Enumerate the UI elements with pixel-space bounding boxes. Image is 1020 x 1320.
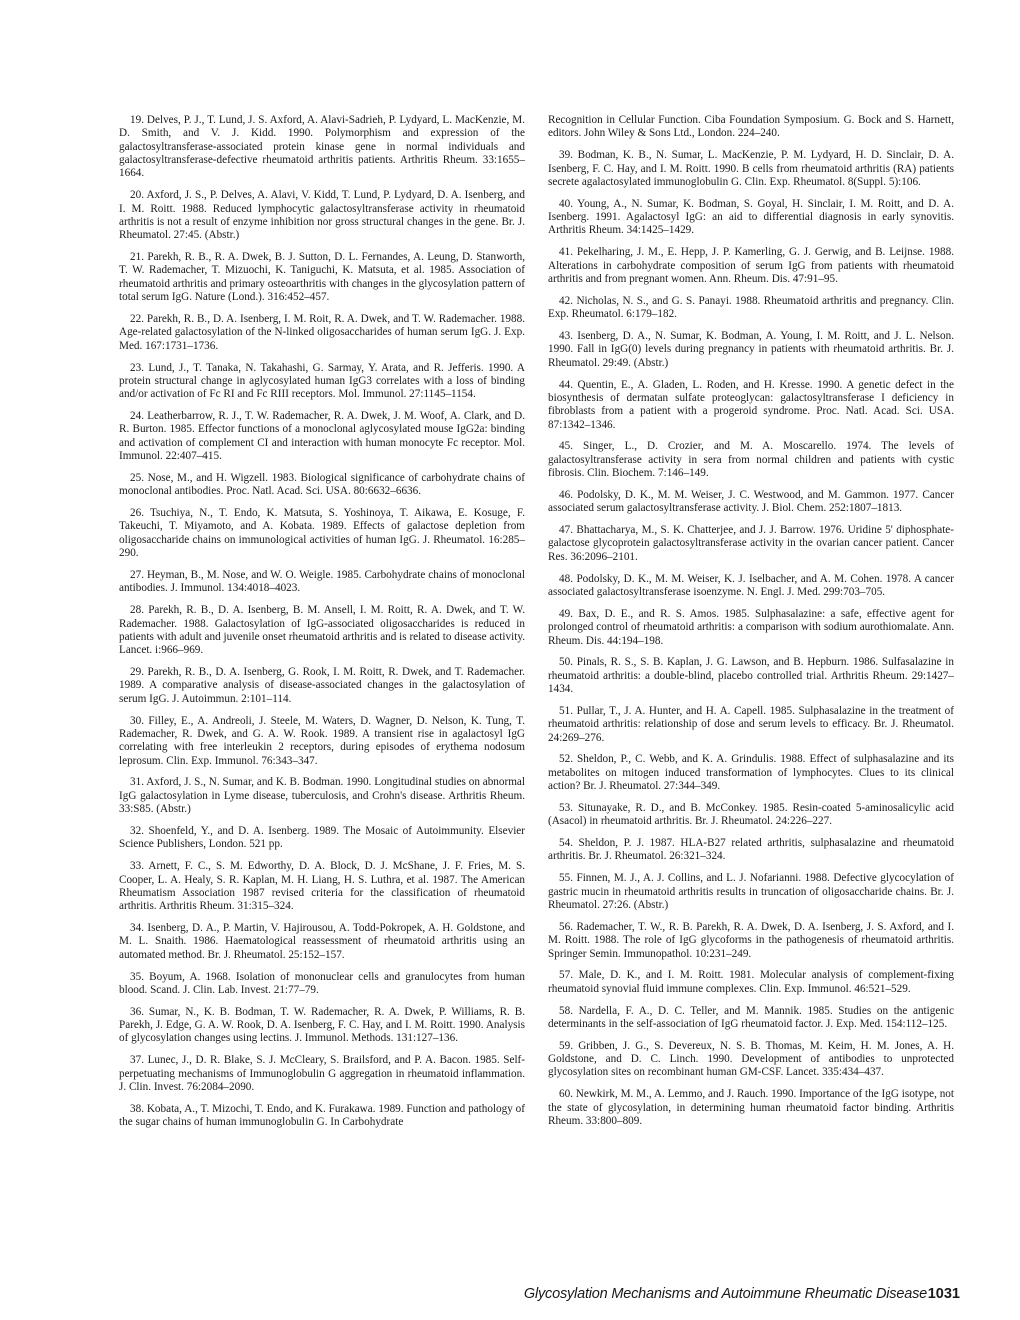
reference-46: 46. Podolsky, D. K., M. M. Weiser, J. C. Westwood, and M. Gammon. 1977. Cancer associated serum galactosyltransferase activity. J. Biol. Chem. 252:1807–1813. [548,488,954,515]
reference-51: 51. Pullar, T., J. A. Hunter, and H. A. Capell. 1985. Sulphasalazine in the treatment of rheumatoid arthritis: relationship of dose and serum levels to efficacy. Br. J. Rheumatol. 24:269–276. [548,704,954,744]
reference-21: 21. Parekh, R. B., R. A. Dwek, B. J. Sutton, D. L. Fernandes, A. Leung, D. Stanworth, T. W. Rademacher, T. Mizuochi, K. Taniguchi, K. Matsuta, et al. 1985. Association of rheumatoid arthritis and primary osteoarthritis with changes in the glycosylation pattern of total serum IgG. Nature (Lond.). 316:452–457. [119,251,525,304]
reference-44: 44. Quentin, E., A. Gladen, L. Roden, and H. Kresse. 1990. A genetic defect in the biosynthesis of dermatan sulfate proteoglycan: galactosyltransferase I deficiency in fibroblasts from a patient with a progeroid syndrome. Proc. Natl. Acad. Sci. USA. 87:1342–1346. [548,378,954,431]
reference-52: 52. Sheldon, P., C. Webb, and K. A. Grindulis. 1988. Effect of sulphasalazine and its metabolites on mitogen induced transformation of lymphocytes. Clues to its clinical action? Br. J. Rheumatol. 27:344–349. [548,753,954,793]
reference-27: 27. Heyman, B., M. Nose, and W. O. Weigle. 1985. Carbohydrate chains of monoclonal antibodies. J. Immunol. 134:4018–4023. [119,568,525,595]
reference-35: 35. Boyum, A. 1968. Isolation of mononuclear cells and granulocytes from human blood. Scand. J. Clin. Lab. Invest. 21:77–79. [119,970,525,996]
reference-31: 31. Axford, J. S., N. Sumar, and K. B. Bodman. 1990. Longitudinal studies on abnormal IgG galactosylation in Lyme disease, tuberculosis, and Crohn's disease. Arthritis Rheum. 33:S85. (Abstr.) [119,776,525,816]
reference-58: 58. Nardella, F. A., D. C. Teller, and M. Mannik. 1985. Studies on the antigenic determinants in the self-association of IgG rheumatoid factor. J. Exp. Med. 154:112–125. [548,1004,954,1030]
reference-55: 55. Finnen, M. J., A. J. Collins, and L. J. Nofarianni. 1988. Defective glycocylation of gastric mucin in rheumatoid arthritis results in truncation of oligosaccharide chains. Br. J. Rheumatol. 27:26. (Abstr.) [548,872,954,911]
reference-25: 25. Nose, M., and H. Wigzell. 1983. Biological significance of carbohydrate chains of monoclonal antibodies. Proc. Natl. Acad. Sci. USA. 80:6632–6636. [119,471,525,498]
reference-36: 36. Sumar, N., K. B. Bodman, T. W. Rademacher, R. A. Dwek, P. Williams, R. B. Parekh, J. Edge, G. A. W. Rook, D. A. Isenberg, F. C. Hay, and I. M. Roitt. 1990. Analysis of glycosylation changes using lectins. J. Immunol. Methods. 131:127–136. [119,1005,525,1045]
reference-45: 45. Singer, L., D. Crozier, and M. A. Moscarello. 1974. The levels of galactosyltransferase activity in sera from normal children and patients with cystic fibrosis. Clin. Biochem. 7:146–149. [548,440,954,480]
reference-41: 41. Pekelharing, J. M., E. Hepp, J. P. Kamerling, G. J. Gerwig, and B. Leijnse. 1988. Alterations in carbohydrate composition of serum IgG from patients with rheumatoid arthritis and from pregnant women. Ann. Rheum. Dis. 47:91–95. [548,246,954,285]
reference-54: 54. Sheldon, P. J. 1987. HLA-B27 related arthritis, sulphasalazine and rheumatoid arthritis. Br. J. Rheumatol. 26:321–324. [548,837,954,863]
reference-43: 43. Isenberg, D. A., N. Sumar, K. Bodman, A. Young, I. M. Roitt, and J. L. Nelson. 1990. Fall in IgG(0) levels during pregnancy in patients with rheumatoid arthritis. Br. J. Rheumatol. 29:49. (Abstr.) [548,329,954,369]
reference-42: 42. Nicholas, N. S., and G. S. Panayi. 1988. Rheumatoid arthritis and pregnancy. Clin. Exp. Rheumatol. 6:179–182. [548,294,954,321]
reference-37: 37. Lunec, J., D. R. Blake, S. J. McCleary, S. Brailsford, and P. A. Bacon. 1985. Self-perpetuating mechanisms of Immunoglobulin G aggregation in rheumatoid inflammation. J. Clin. Invest. 76:2084–2090. [119,1054,525,1093]
reference-38: 38. Kobata, A., T. Mizochi, T. Endo, and K. Furakawa. 1989. Function and pathology of the sugar chains of human immunoglobulin G. In Carbohydrate [119,1102,525,1129]
reference-60: 60. Newkirk, M. M., A. Lemmo, and J. Rauch. 1990. Importance of the IgG isotype, not the state of glycosylation, in determining human rheumatoid factor binding. Arthritis Rheum. 33:800–809. [548,1088,954,1127]
reference-50: 50. Pinals, R. S., S. B. Kaplan, J. G. Lawson, and B. Hepburn. 1986. Sulfasalazine in rheumatoid arthritis: a double-blind, placebo controlled trial. Arthritis Rheum. 29:1427–1434. [548,656,954,696]
reference-47: 47. Bhattacharya, M., S. K. Chatterjee, and J. J. Barrow. 1976. Uridine 5' diphosphate-galactose glycoprotein galactosyltransferase activity in the ovarian cancer patient. Cancer Res. 36:2096–2101. [548,524,954,563]
reference-20: 20. Axford, J. S., P. Delves, A. Alavi, V. Kidd, T. Lund, P. Lydyard, D. A. Isenberg, and I. M. Roitt. 1988. Reduced lymphocytic galactosyltransferase activity in rheumatoid arthritis is not a result of enzyme inhibition nor gross structural changes in the gene. Br. J. Rheumatol. 27:45. (Abstr.) [119,189,525,242]
reference-49: 49. Bax, D. E., and R. S. Amos. 1985. Sulphasalazine: a safe, effective agent for prolonged control of rheumatoid arthritis: a comparison with sodium aurothiomalate. Ann. Rheum. Dis. 44:194–198. [548,607,954,647]
reference-24: 24. Leatherbarrow, R. J., T. W. Rademacher, R. A. Dwek, J. M. Woof, A. Clark, and D. R. Burton. 1985. Effector functions of a monoclonal aglycosylated mouse IgG2a: binding and activation of complement CI and interaction with human monocyte Fc receptor. Mol. Immunol. 22:407–415. [119,410,525,463]
reference-48: 48. Podolsky, D. K., M. M. Weiser, K. J. Iselbacher, and A. M. Cohen. 1978. A cancer associated galactosyltransferase isoenzyme. N. Engl. J. Med. 299:703–705. [548,572,954,598]
page-number: 1031 [927,1286,960,1302]
reference-38-continued: Recognition in Cellular Function. Ciba Foundation Symposium. G. Bock and S. Harnett, editors. John Wiley & Sons Ltd., London. 224–240. [548,114,954,140]
reference-23: 23. Lund, J., T. Tanaka, N. Takahashi, G. Sarmay, Y. Arata, and R. Jefferis. 1990. A protein structural change in aglycosylated human IgG3 correlates with a loss of binding and/or activation of Fc RI and Fc RIII receptors. Mol. Immunol. 27:1145–1154. [119,361,525,401]
reference-34: 34. Isenberg, D. A., P. Martin, V. Hajirousou, A. Todd-Pokropek, A. H. Goldstone, and M. L. Snaith. 1986. Haematological reassessment of rheumatoid arthritis using an automated method. Br. J. Rheumatol. 25:152–157. [119,922,525,961]
reference-59: 59. Gribben, J. G., S. Devereux, N. S. B. Thomas, M. Keim, H. M. Jones, A. H. Goldstone, and D. C. Linch. 1990. Development of antibodies to unprotected glycosylation sites on recombinant human GM-CSF. Lancet. 335:434–437. [548,1039,954,1079]
reference-30: 30. Filley, E., A. Andreoli, J. Steele, M. Waters, D. Wagner, D. Nelson, K. Tung, T. Rademacher, R. Dwek, and G. A. W. Rook. 1989. A transient rise in agalactosyl IgG correlating with free interleukin 2 receptors, during episodes of erythema nodosum leprosum. Clin. Exp. Immunol. 76:343–347. [119,714,525,767]
reference-53: 53. Situnayake, R. D., and B. McConkey. 1985. Resin-coated 5-aminosalicylic acid (Asacol) in rheumatoid arthritis. Br. J. Rheumatol. 24:226–227. [548,801,954,828]
reference-57: 57. Male, D. K., and I. M. Roitt. 1981. Molecular analysis of complement-fixing rheumatoid synovial fluid immune complexes. Clin. Exp. Immunol. 46:521–529. [548,969,954,995]
page-footer [0,1286,1020,1306]
reference-40: 40. Young, A., N. Sumar, K. Bodman, S. Goyal, H. Sinclair, I. M. Roitt, and D. A. Isenberg. 1991. Agalactosyl IgG: an aid to differential diagnosis in early synovitis. Arthritis Rheum. 34:1425–1429. [548,197,954,237]
reference-56: 56. Rademacher, T. W., R. B. Parekh, R. A. Dwek, D. A. Isenberg, J. S. Axford, and I. M. Roitt. 1988. The role of IgG glycoforms in the pathogenesis of rheumatoid arthritis. Springer Semin. Immunopathol. 10:231–249. [548,920,954,960]
running-title: Glycosylation Mechanisms and Autoimmune Rheumatic Disease [523,1286,927,1302]
reference-column-left [119,114,525,1138]
reference-22: 22. Parekh, R. B., D. A. Isenberg, I. M. Roit, R. A. Dwek, and T. W. Rademacher. 1988. Age-related galactosylation of the N-linked oligosaccharides of human serum IgG. J. Exp. Med. 167:1731–1736. [119,312,525,352]
reference-26: 26. Tsuchiya, N., T. Endo, K. Matsuta, S. Yoshinoya, T. Aikawa, E. Kosuge, F. Takeuchi, T. Miyamoto, and A. Kobata. 1989. Effects of galactose depletion from oligosaccharide chains on immunological activities of human IgG. J. Rheumatol. 16:285–290. [119,507,525,560]
reference-28: 28. Parekh, R. B., D. A. Isenberg, B. M. Ansell, I. M. Roitt, R. A. Dwek, and T. W. Rademacher. 1988. Galactosylation of IgG-associated oligosaccharides is reduced in patients with adult and juvenile onset rheumatoid arthritis and is related to disease activity. Lancet. i:966–969. [119,604,525,657]
reference-column-right [548,114,954,1137]
reference-33: 33. Arnett, F. C., S. M. Edworthy, D. A. Block, D. J. McShane, J. F. Fries, M. S. Cooper, L. A. Healy, S. R. Kaplan, M. H. Liang, H. S. Luthra, et al. 1987. The American Rheumatism Association 1987 revised criteria for the classification of rheumatoid arthritis. Arthritis Rheum. 31:315–324. [119,860,525,913]
reference-19: 19. Delves, P. J., T. Lund, J. S. Axford, A. Alavi-Sadrieh, P. Lydyard, L. MacKenzie, M. D. Smith, and V. J. Kidd. 1990. Polymorphism and expression of the galactosyltransferase-associated protein kinase gene in normal individuals and galactosyltransferase-defective rheumatoid arthritis patients. Arthritis Rheum. 33:1655–1664. [119,114,525,180]
reference-32: 32. Shoenfeld, Y., and D. A. Isenberg. 1989. The Mosaic of Autoimmunity. Elsevier Science Publishers, London. 521 pp. [119,824,525,851]
reference-39: 39. Bodman, K. B., N. Sumar, L. MacKenzie, P. M. Lydyard, H. D. Sinclair, D. A. Isenberg, F. C. Hay, and I. M. Roitt. 1990. B cells from rheumatoid arthritis (RA) patients secrete agalactosylated immunoglobulin G. Clin. Exp. Rheumatol. 8(Suppl. 5):106. [548,149,954,188]
reference-29: 29. Parekh, R. B., D. A. Isenberg, G. Rook, I. M. Roitt, R. Dwek, and T. Rademacher. 1989. A comparative analysis of disease-associated changes in the galactosylation of serum IgG. J. Autoimmun. 2:101–114. [119,666,525,705]
